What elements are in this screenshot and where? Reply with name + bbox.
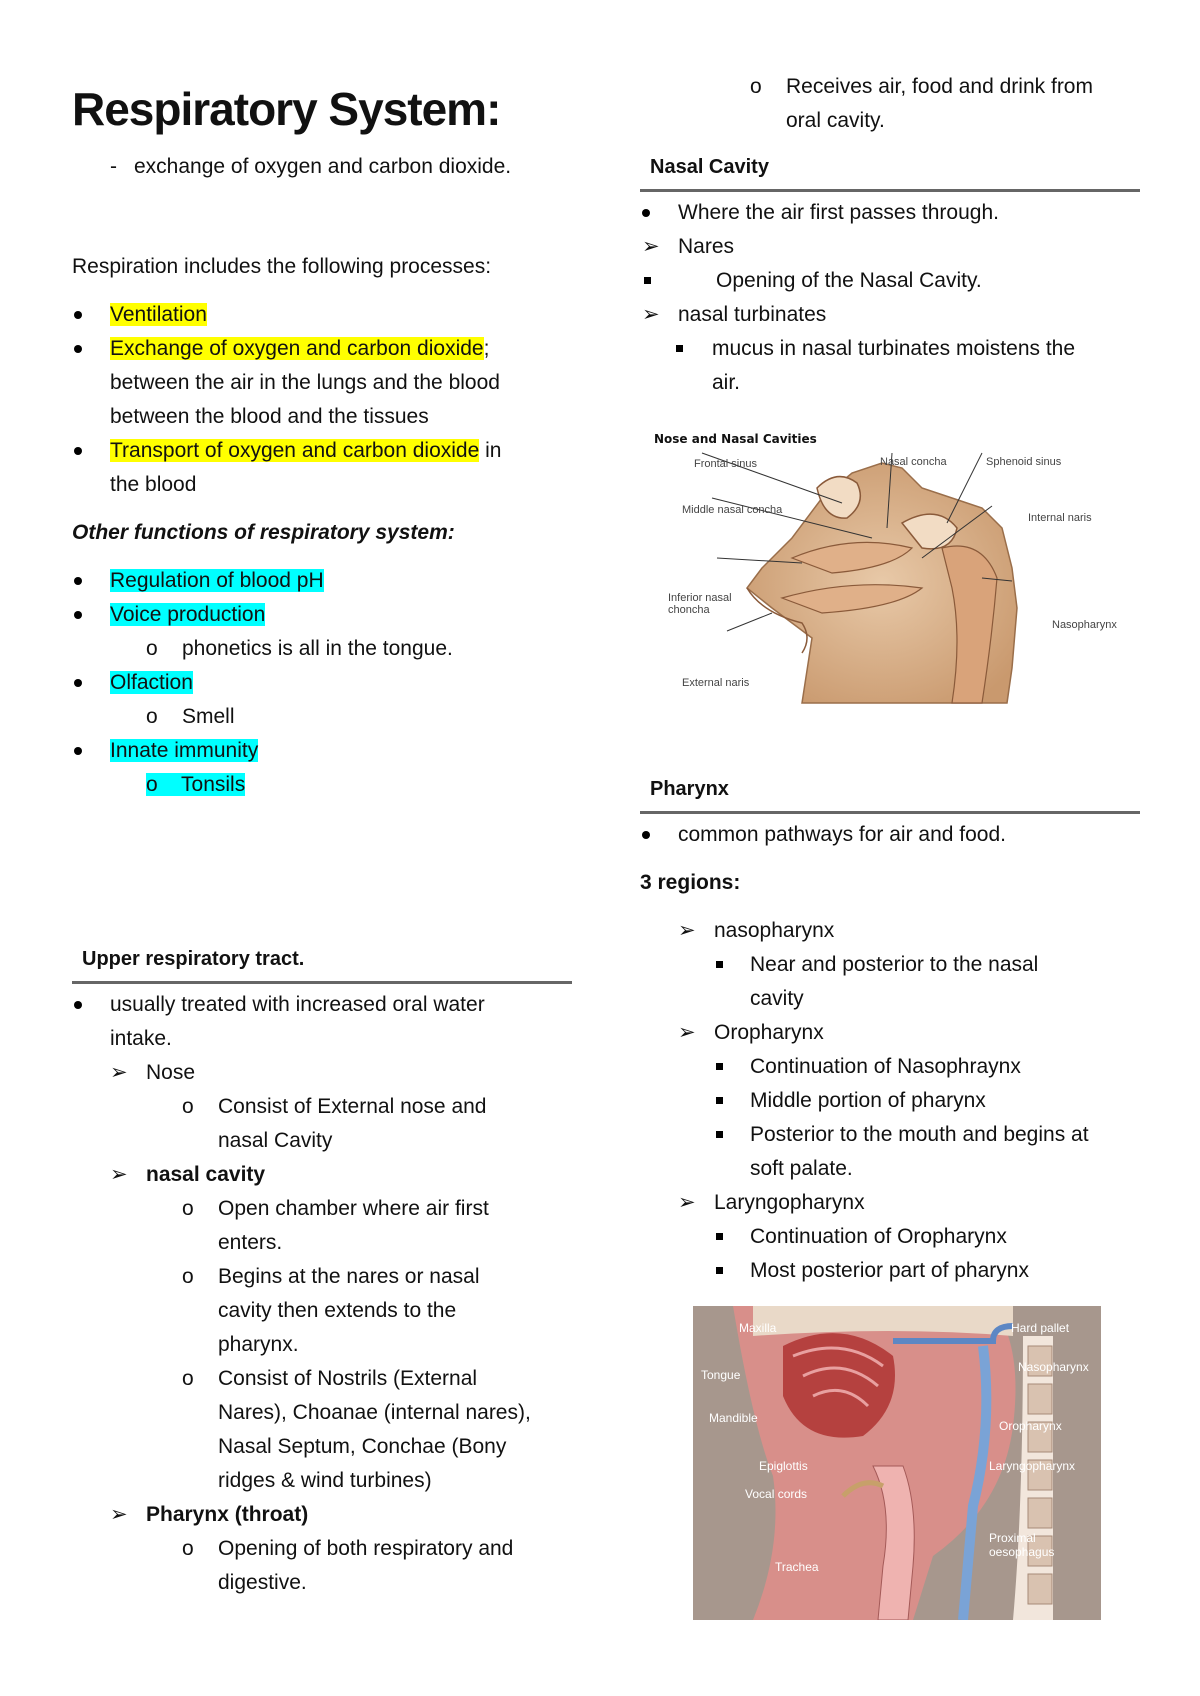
nares-subitem bbox=[640, 264, 1140, 298]
process-text: in bbox=[479, 439, 502, 462]
upper-tract-heading: Upper respiratory tract. bbox=[72, 942, 572, 984]
top-subitem bbox=[640, 70, 1140, 138]
label-middle-nasal-concha: Middle nasal concha bbox=[682, 504, 783, 516]
region-subtext: Posterior to the mouth and begins at bbox=[750, 1123, 1089, 1146]
upper-text: intake. bbox=[110, 1027, 172, 1050]
region-subtext: Continuation of Oropharynx bbox=[750, 1225, 1007, 1248]
figure-title: Nose and Nasal Cavities bbox=[654, 432, 817, 446]
nose-subtext: Consist of External nose and bbox=[218, 1095, 487, 1118]
region-subitem bbox=[640, 1084, 1140, 1118]
square-marker bbox=[716, 1233, 723, 1240]
label-maxilla: Maxilla bbox=[739, 1321, 777, 1335]
nasal-cavity-subitem bbox=[72, 1260, 572, 1362]
right-column bbox=[640, 70, 1140, 400]
function-item bbox=[72, 598, 572, 632]
turbinates-item bbox=[640, 298, 1140, 332]
arrow-marker: ➢ bbox=[678, 1191, 696, 1214]
region-subitem bbox=[640, 1118, 1140, 1186]
function-subtext: phonetics is all in the tongue. bbox=[182, 637, 453, 660]
nasal-cavity-figure bbox=[652, 432, 1122, 708]
top-subtext: oral cavity. bbox=[786, 109, 885, 132]
upper-text: usually treated with increased oral water bbox=[110, 993, 485, 1016]
nasal-cavity-text: nasal cavity bbox=[146, 1163, 266, 1186]
function-subitem bbox=[72, 768, 572, 802]
label-internal-naris: Internal naris bbox=[1028, 512, 1092, 524]
page-title: Respiratory System: bbox=[72, 83, 501, 135]
processes-heading: Respiration includes the following processes: bbox=[72, 255, 492, 278]
region-subtext: Most posterior part of pharynx bbox=[750, 1259, 1029, 1282]
label-frontal-sinus: Frontal sinus bbox=[694, 458, 757, 470]
square-marker bbox=[716, 1063, 723, 1070]
square-marker bbox=[676, 345, 683, 352]
intro-item bbox=[72, 150, 572, 184]
nasal-cavity-subtext: enters. bbox=[218, 1231, 283, 1254]
region-subtext: Continuation of Nasophraynx bbox=[750, 1055, 1021, 1078]
pharynx-text: Pharynx (throat) bbox=[146, 1503, 309, 1526]
square-marker bbox=[716, 1267, 723, 1274]
label-external-naris: External naris bbox=[682, 677, 750, 689]
top-subtext: Receives air, food and drink from bbox=[786, 75, 1093, 98]
circle-marker: o bbox=[146, 637, 158, 660]
nasal-cavity-subtext: pharynx. bbox=[218, 1333, 299, 1356]
arrow-marker: ➢ bbox=[110, 1163, 128, 1186]
nares-item bbox=[640, 230, 1140, 264]
process-highlight: Exchange of oxygen and carbon dioxide bbox=[110, 337, 484, 360]
function-text: Voice production bbox=[110, 603, 266, 626]
turbinates-subtext: air. bbox=[712, 371, 741, 394]
process-text: ; bbox=[483, 337, 490, 360]
left-column bbox=[72, 70, 572, 1600]
function-subitem bbox=[72, 700, 572, 734]
nasal-cavity-subtext: cavity then extends to the bbox=[218, 1299, 457, 1322]
pharynx-item bbox=[72, 1498, 572, 1532]
process-text: between the air in the lungs and the blood bbox=[110, 371, 500, 394]
nasal-cavity-heading: Nasal Cavity bbox=[640, 150, 1140, 192]
circle-marker: o bbox=[182, 1537, 194, 1560]
regions-heading: 3 regions: bbox=[640, 871, 741, 894]
function-subtext: Smell bbox=[182, 705, 235, 728]
label-trachea: Trachea bbox=[775, 1560, 819, 1574]
nares-subtext: Opening of the Nasal Cavity. bbox=[716, 269, 982, 292]
circle-marker: o bbox=[182, 1197, 194, 1220]
label-epiglottis: Epiglottis bbox=[759, 1459, 808, 1473]
region-subitem bbox=[640, 1220, 1140, 1254]
function-item bbox=[72, 734, 572, 768]
region-text: Oropharynx bbox=[714, 1021, 824, 1044]
region-subtext: cavity bbox=[750, 987, 804, 1010]
nasal-cavity-subtext: ridges & wind turbines) bbox=[218, 1469, 432, 1492]
label-laryngopharynx: Laryngopharynx bbox=[989, 1459, 1076, 1473]
function-text: Innate immunity bbox=[110, 739, 259, 762]
upper-item bbox=[72, 988, 572, 1056]
region-subitem bbox=[640, 1254, 1140, 1288]
nasal-cavity-subtext: Nares), Choanae (internal nares), bbox=[218, 1401, 531, 1424]
function-subtext: Tonsils bbox=[181, 773, 246, 796]
region-item bbox=[640, 1016, 1140, 1050]
nasal-cavity-illustration bbox=[652, 438, 1122, 708]
process-text: the blood bbox=[110, 473, 197, 496]
nasal-cavity-subtext: Begins at the nares or nasal bbox=[218, 1265, 480, 1288]
other-functions-heading: Other functions of respiratory system: bbox=[72, 521, 455, 544]
region-subtext: Near and posterior to the nasal bbox=[750, 953, 1039, 976]
region-item bbox=[640, 1186, 1140, 1220]
function-subtext-highlight bbox=[146, 773, 245, 796]
function-subitem bbox=[72, 632, 572, 666]
arrow-marker: ➢ bbox=[110, 1503, 128, 1526]
label-mandible: Mandible bbox=[709, 1411, 758, 1425]
nasal-cavity-subitem bbox=[72, 1362, 572, 1498]
region-subitem bbox=[640, 948, 1140, 1016]
arrow-marker: ➢ bbox=[642, 303, 660, 326]
function-text: Regulation of blood pH bbox=[110, 569, 324, 592]
region-text: Laryngopharynx bbox=[714, 1191, 865, 1214]
label-vocal-cords: Vocal cords bbox=[745, 1487, 808, 1501]
nose-subtext: nasal Cavity bbox=[218, 1129, 333, 1152]
label-inferior-nasal-concha: Inferior nasal choncha bbox=[668, 592, 732, 616]
nasal-cavity-subitem bbox=[72, 1192, 572, 1260]
region-subtext: soft palate. bbox=[750, 1157, 853, 1180]
pharynx-subtext: digestive. bbox=[218, 1571, 307, 1594]
nasal-cavity-subtext: Consist of Nostrils (External bbox=[218, 1367, 478, 1390]
process-item bbox=[72, 434, 572, 502]
nares-text: Nares bbox=[678, 235, 735, 258]
process-text: between the blood and the tissues bbox=[110, 405, 429, 428]
square-marker bbox=[716, 1131, 723, 1138]
square-marker bbox=[716, 1097, 723, 1104]
process-text: Ventilation bbox=[110, 303, 207, 326]
intro-text: exchange of oxygen and carbon dioxide. bbox=[134, 155, 512, 178]
circle-marker: o bbox=[182, 1265, 194, 1288]
pharynx-subitem bbox=[72, 1532, 572, 1600]
pharynx-figure bbox=[693, 1306, 1101, 1620]
nasal-text: Where the air first passes through. bbox=[678, 201, 999, 224]
region-subitem bbox=[640, 1050, 1140, 1084]
function-item bbox=[72, 564, 572, 598]
nose-subitem bbox=[72, 1090, 572, 1158]
label-oropharynx: Oropharynx bbox=[999, 1419, 1062, 1433]
dash-marker: - bbox=[110, 155, 117, 178]
region-subtext: Middle portion of pharynx bbox=[750, 1089, 986, 1112]
function-item bbox=[72, 666, 572, 700]
nasal-cavity-subtext: Open chamber where air first bbox=[218, 1197, 489, 1220]
arrow-marker: ➢ bbox=[642, 235, 660, 258]
pharynx-text: common pathways for air and food. bbox=[678, 823, 1007, 846]
circle-marker: o bbox=[182, 1095, 194, 1118]
label-nasal-concha: Nasal concha bbox=[880, 456, 947, 468]
arrow-marker: ➢ bbox=[678, 1021, 696, 1044]
arrow-marker: ➢ bbox=[678, 919, 696, 942]
turbinates-subitem bbox=[640, 332, 1140, 400]
circle-marker: o bbox=[182, 1367, 194, 1390]
nose-text: Nose bbox=[146, 1061, 196, 1084]
pharynx-heading: Pharynx bbox=[640, 772, 1140, 814]
process-item bbox=[72, 298, 572, 332]
circle-marker: o bbox=[146, 773, 158, 796]
square-marker bbox=[716, 961, 723, 968]
nasal-cavity-subtext: Nasal Septum, Conchae (Bony bbox=[218, 1435, 507, 1458]
pharynx-item bbox=[640, 818, 1140, 852]
label-tongue: Tongue bbox=[701, 1368, 741, 1382]
label-hard-pallet: Hard pallet bbox=[1011, 1321, 1070, 1335]
label-nasopharynx: Nasopharynx bbox=[1052, 619, 1117, 631]
process-highlight: Transport of oxygen and carbon dioxide bbox=[110, 439, 480, 462]
label-proximal-oesophagus: Proximal oesophagus bbox=[989, 1531, 1055, 1559]
function-text: Olfaction bbox=[110, 671, 193, 694]
circle-marker: o bbox=[750, 75, 762, 98]
pharynx-subtext: Opening of both respiratory and bbox=[218, 1537, 514, 1560]
nose-item bbox=[72, 1056, 572, 1090]
label-nasopharynx: Nasopharynx bbox=[1018, 1360, 1089, 1374]
arrow-marker: ➢ bbox=[110, 1061, 128, 1084]
region-text: nasopharynx bbox=[714, 919, 835, 942]
process-item bbox=[72, 332, 572, 434]
region-item bbox=[640, 914, 1140, 948]
nasal-cavity-item bbox=[72, 1158, 572, 1192]
right-column-lower bbox=[640, 772, 1140, 1288]
label-sphenoid-sinus: Sphenoid sinus bbox=[986, 456, 1062, 468]
nasal-item bbox=[640, 196, 1140, 230]
turbinates-text: nasal turbinates bbox=[678, 303, 827, 326]
circle-marker: o bbox=[146, 705, 158, 728]
turbinates-subtext: mucus in nasal turbinates moistens the bbox=[712, 337, 1076, 360]
